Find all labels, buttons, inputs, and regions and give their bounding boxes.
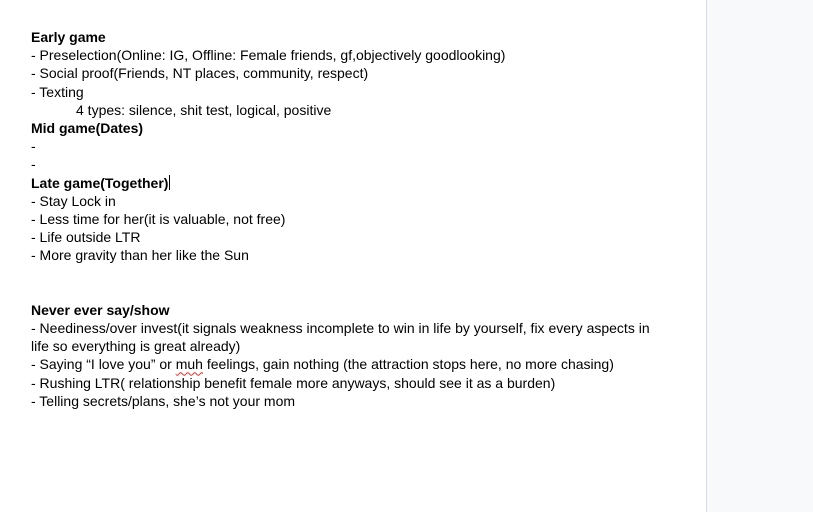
list-item: - bbox=[31, 156, 36, 173]
list-item-text: - Saying “I love you” or bbox=[31, 356, 176, 373]
list-item: - More gravity than her like the Sun bbox=[31, 247, 249, 264]
list-item: - Preselection(Online: IG, Offline: Female friends, gf,objectively goodlooking) bbox=[31, 47, 506, 64]
document-body[interactable] bbox=[31, 28, 671, 410]
list-item bbox=[31, 355, 671, 373]
list-item: - Stay Lock in bbox=[31, 192, 116, 209]
side-panel bbox=[706, 0, 813, 512]
list-item: - Neediness/over invest(it signals weakness incomplete to win in life by yourself, fix every aspects in life so everything is great already) bbox=[31, 320, 650, 355]
list-item: - Life outside LTR bbox=[31, 229, 141, 246]
blank-line bbox=[31, 264, 671, 282]
list-item: - Less time for her(it is valuable, not free) bbox=[31, 210, 286, 227]
heading-never-ever: Never ever say/show bbox=[31, 301, 170, 318]
heading-late-game bbox=[31, 174, 671, 192]
list-item: - bbox=[31, 138, 36, 155]
misspelled-word[interactable]: muh bbox=[175, 356, 203, 373]
list-item: - Telling secrets/plans, she’s not your mom bbox=[31, 392, 296, 409]
heading-early-game: Early game bbox=[31, 29, 106, 45]
sub-list-item: 4 types: silence, shit test, logical, positive bbox=[76, 101, 332, 118]
heading-late-game-text: Late game(Together) bbox=[31, 174, 169, 191]
blank-line bbox=[31, 283, 671, 301]
heading-mid-game: Mid game(Dates) bbox=[31, 119, 144, 136]
list-item: - Rushing LTR( relationship benefit female more anyways, should see it as a burden) bbox=[31, 374, 556, 391]
list-item: - Social proof(Friends, NT places, community, respect) bbox=[31, 65, 369, 82]
list-item: - Texting bbox=[31, 83, 84, 100]
list-item-text: feelings, gain nothing (the attraction stops here, no more chasing) bbox=[202, 356, 614, 373]
text-cursor bbox=[169, 175, 170, 190]
